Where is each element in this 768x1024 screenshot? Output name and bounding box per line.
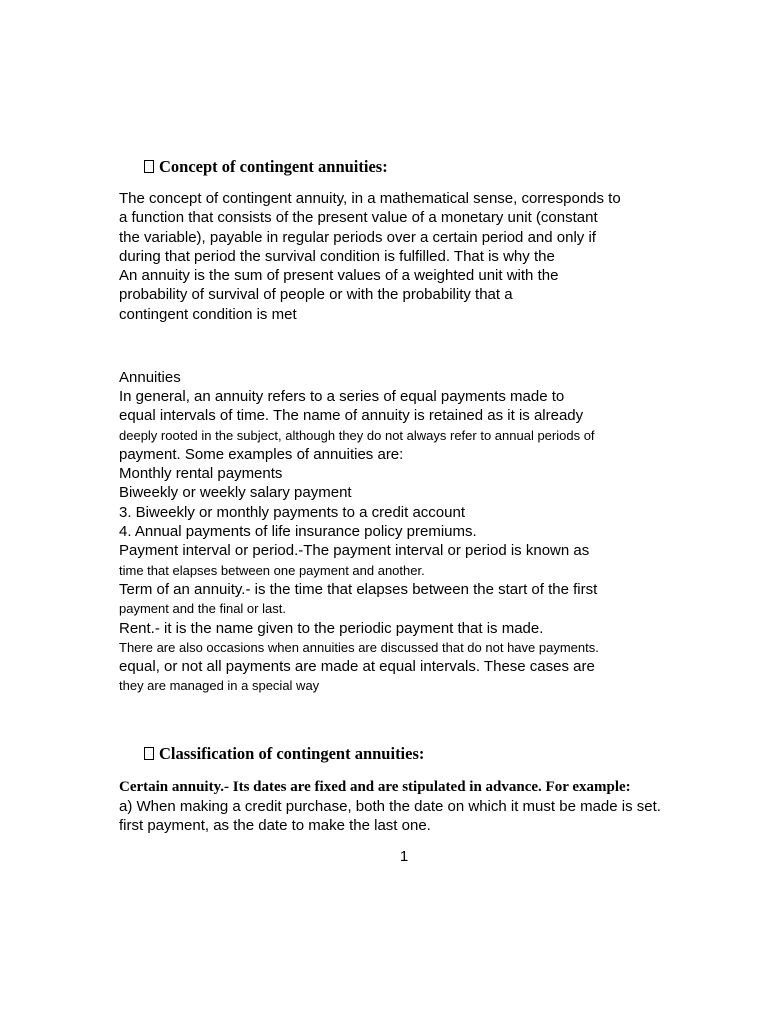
paragraph-line: There are also occasions when annuities are discussed that do not have payments. [119,640,599,655]
annuities-title: Annuities [119,369,181,386]
section-heading-concept [144,157,388,177]
bullet-box-icon [144,160,154,173]
certain-annuity-definition: Certain annuity.- Its dates are fixed and are stipulated in advance. For example: [119,779,631,795]
paragraph-line: a function that consists of the present value of a monetary unit (constant [119,209,598,226]
paragraph-line: payment and the final or last. [119,601,286,616]
paragraph-line: In general, an annuity refers to a series of equal payments made to [119,388,565,405]
paragraph-line: payment. Some examples of annuities are: [119,446,404,463]
page-number: 1 [399,848,409,865]
list-item: 3. Biweekly or monthly payments to a credit account [119,504,465,521]
paragraph-line: probability of survival of people or with the probability that a [119,286,513,303]
paragraph-line: a) When making a credit purchase, both the date on which it must be made is set. [119,798,661,815]
paragraph-line: Rent.- it is the name given to the periodic payment that is made. [119,620,544,637]
section-heading-classification [144,744,424,764]
paragraph-line: during that period the survival condition is fulfilled. That is why the [119,248,555,265]
list-item: Monthly rental payments [119,465,283,482]
paragraph-line: An annuity is the sum of present values of a weighted unit with the [119,267,559,284]
paragraph-line: they are managed in a special way [119,678,320,693]
list-item: 4. Annual payments of life insurance policy premiums. [119,523,477,540]
paragraph-line: contingent condition is met [119,306,297,323]
paragraph-line: Term of an annuity.- is the time that elapses between the start of the first [119,581,598,598]
heading-text: Concept of contingent annuities: [159,157,388,176]
paragraph-line: equal intervals of time. The name of annuity is retained as it is already [119,407,584,424]
paragraph-line: time that elapses between one payment and another. [119,563,425,578]
paragraph-line: the variable), payable in regular periods over a certain period and only if [119,229,596,246]
list-item: Biweekly or weekly salary payment [119,484,352,501]
paragraph-line: deeply rooted in the subject, although they do not always refer to annual periods of [119,428,595,443]
paragraph-line: first payment, as the date to make the last one. [119,817,431,834]
heading-text: Classification of contingent annuities: [159,744,425,763]
bullet-box-icon [144,747,154,760]
paragraph-line: equal, or not all payments are made at equal intervals. These cases are [119,658,595,675]
paragraph-line: The concept of contingent annuity, in a mathematical sense, corresponds to [119,190,621,207]
paragraph-line: Payment interval or period.-The payment interval or period is known as [119,542,590,559]
